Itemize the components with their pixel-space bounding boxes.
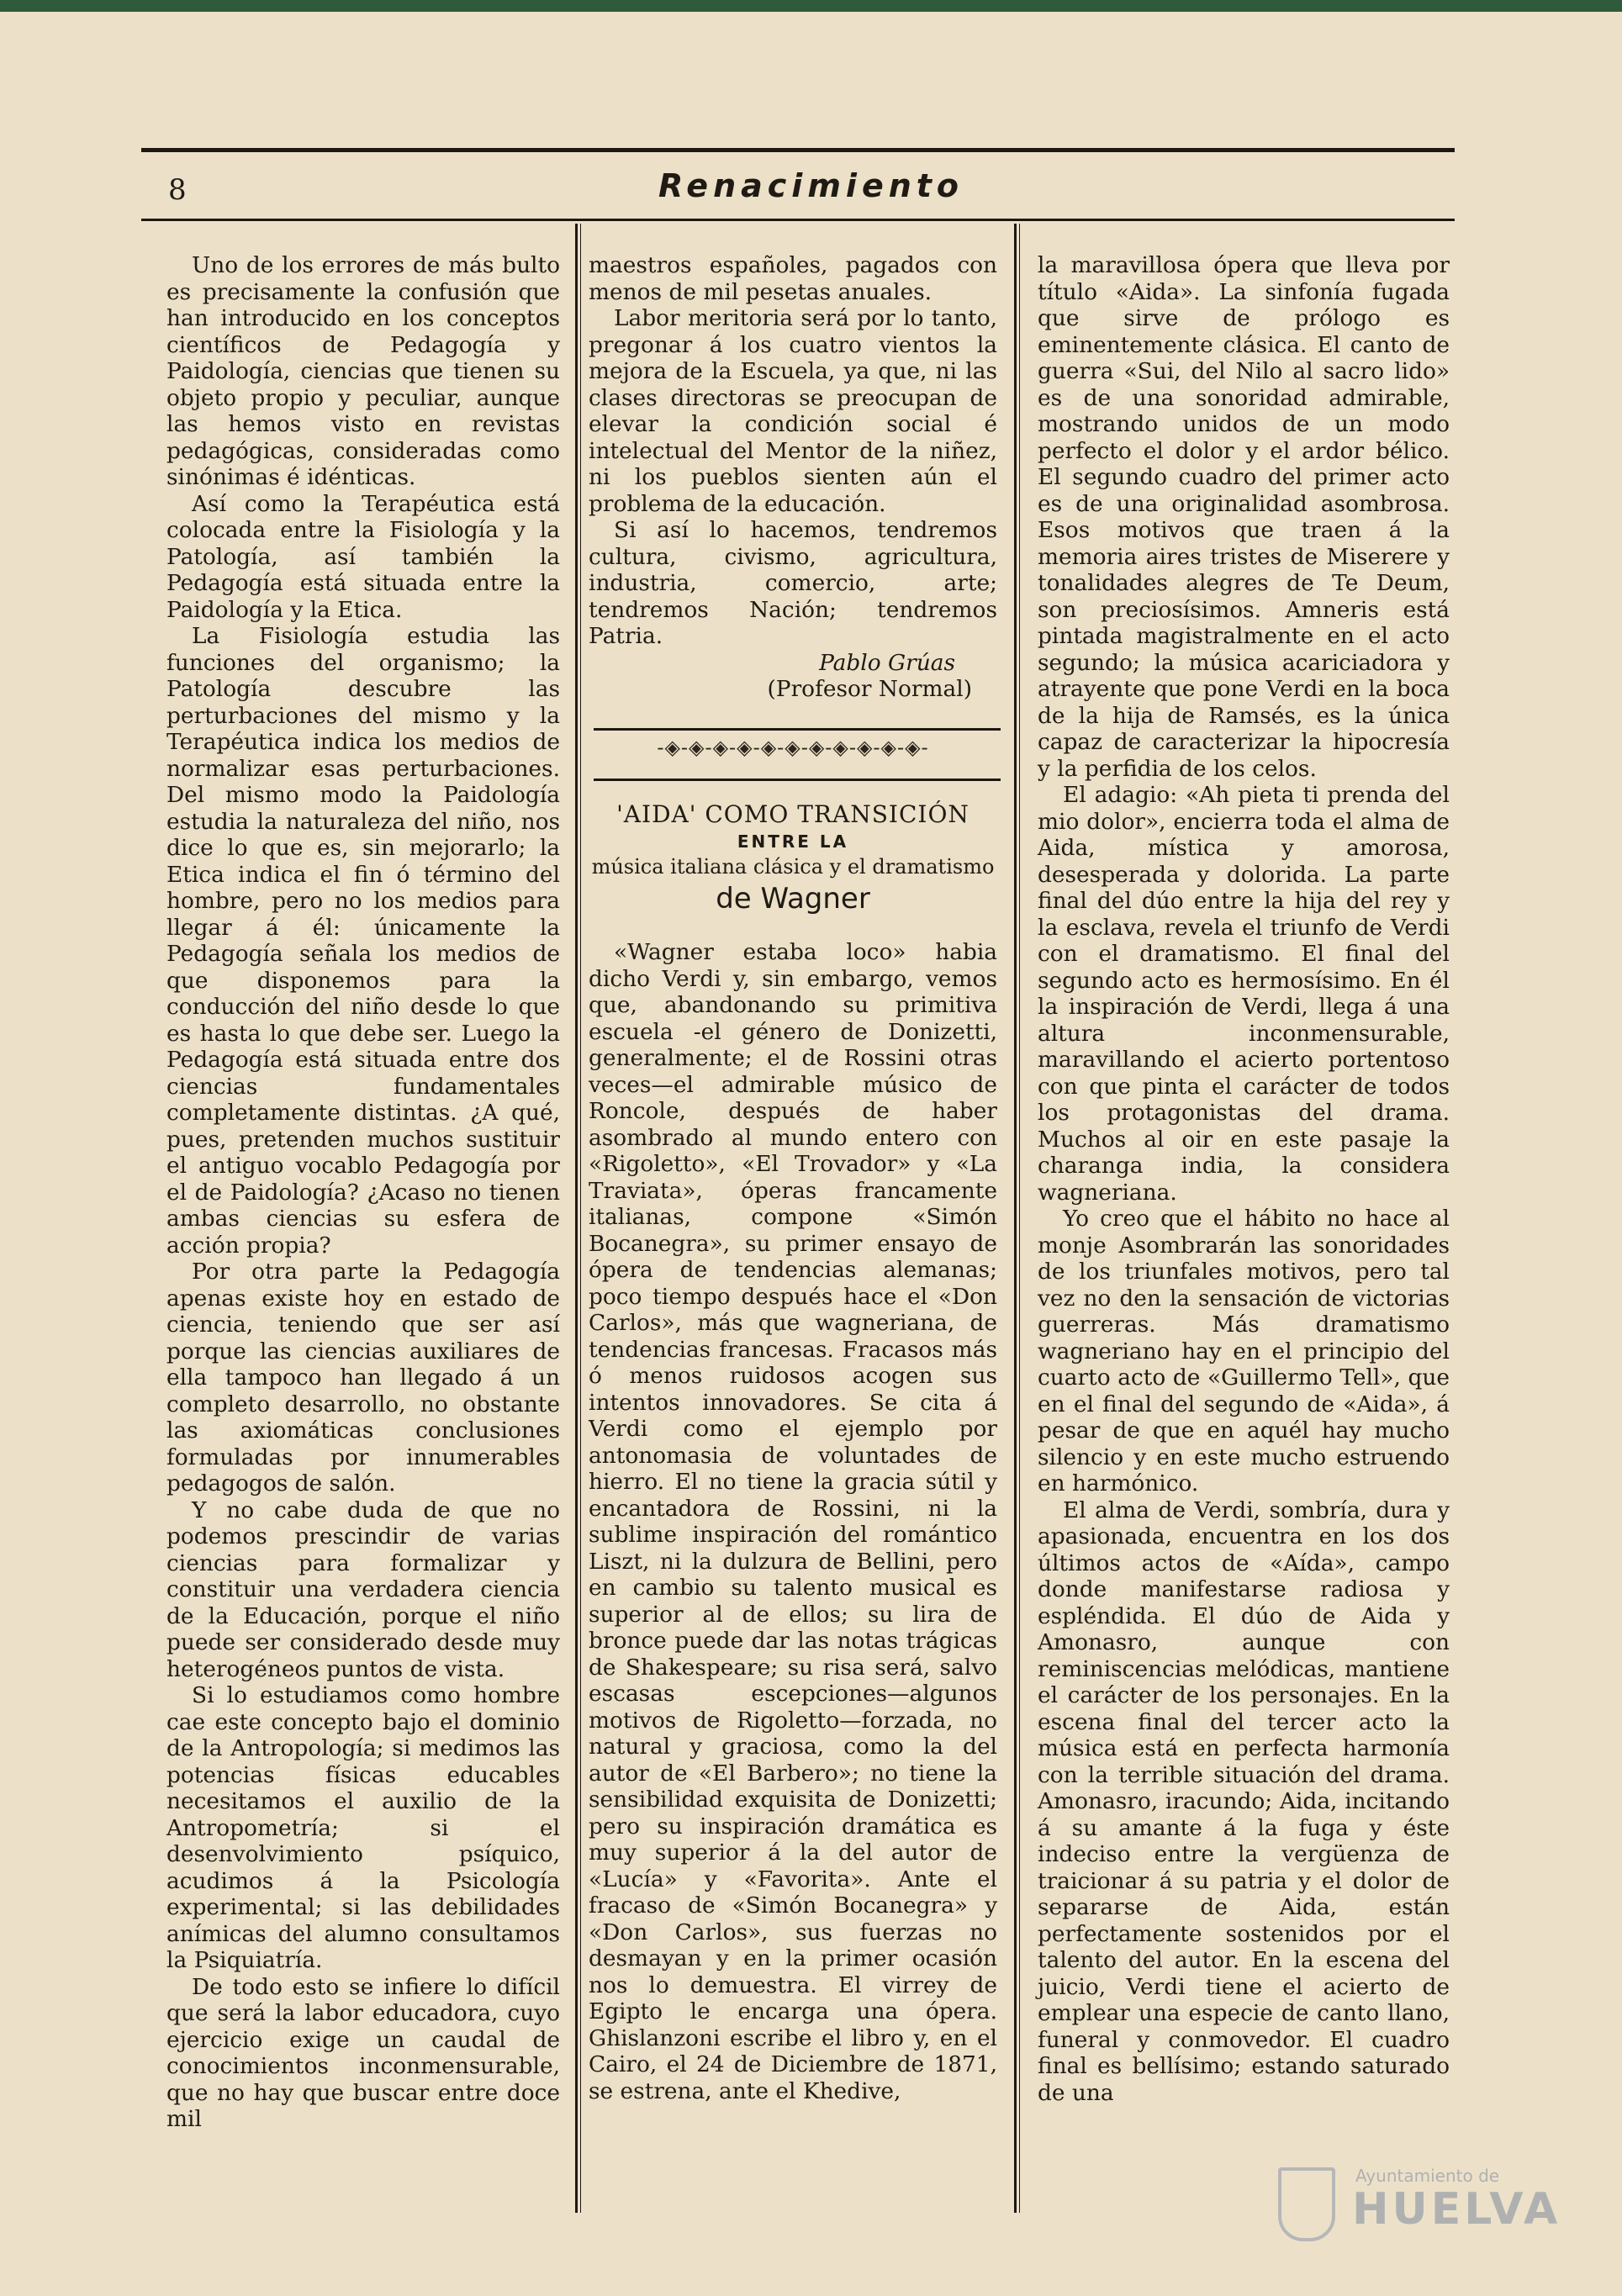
column-divider-left — [575, 224, 578, 2213]
column-divider-right — [1014, 224, 1017, 2213]
journal-title: Renacimiento — [658, 167, 964, 204]
article-title: 'AIDA' COMO TRANSICIÓN — [616, 800, 970, 828]
paragraph: De todo esto se infiere lo difícil que será la labor educadora, cuyo ejercicio exige un caudal de conocimientos inconmensurable, que no hay que buscar entre doce mil — [166, 1973, 560, 2132]
signature-name: Pablo Grúas — [819, 649, 955, 676]
column-divider-right-inner — [1019, 224, 1020, 2213]
article-entre: ENTRE LA — [737, 831, 849, 852]
watermark-top-text: Ayuntamiento de — [1355, 2166, 1500, 2186]
paragraph: «Wagner estaba loco» habia dicho Verdi y, sin embargo, vemos que, abandonando su primitiva escuela -el género de Donizetti, generalmente; el de Rossini otras veces—el admirable músico de Roncole, después de haber asombrado al mundo entero con «Rigoletto», «El Trovador» y «La Traviata», óperas francamente italianas, compone «Simón Bocanegra», su primer ensayo de ópera de tendencias alemanas; poco tiempo después hace el «Don Carlos», más que wagneriana, de tendencias francesas. Fracasos más ó menos ruidosos acogen sus intentos innovadores. Se cita á Verdi como el ejemplo por antonomasia de voluntades de hierro. El no tiene la gracia sútil y encantadora de Rossini, ni la sublime inspiración del romántico Liszt, ni la dulzura de Bellini, pero en cambio su talento musical es superior al de ellos; su lira de bronce puede dar las notas trágicas de Shakespeare; su risa será, salvo escasas escepciones—algunos motivos de Rigoletto—forzada, no natural y graciosa, como la del autor de «El Barbero»; no tiene la sensibilidad exquisita de Donizetti; pero su inspiración dramática es muy superior á la del autor de «Lucía» y «Favorita». Ante el fracaso de «Simón Bocanegra» y «Don Carlos», sus fuerzas no desmayan y en la primer ocasión nos lo demuestra. El virrey de Egipto le encarga una ópera. Ghislanzoni escribe el libro y, en el Cairo, el 24 de Diciembre de 1871, se estrena, ante el Khedive, — [589, 939, 997, 2104]
column-2 — [589, 252, 997, 2104]
header-bottom-rule — [141, 219, 1455, 221]
paragraph-continuation: maestros españoles, pagados con menos de mil pesetas anuales. — [589, 252, 997, 305]
paragraph: El alma de Verdi, sombría, dura y apasionada, encuentra en los dos últimos actos de «Aída», campo donde manifestarse radiosa y espléndida. El dúo de Aida y Amonasro, aunque con reminiscencias melódicas, mantiene el carácter de los personajes. En la escena final del tercer acto la música está en perfecta harmonía con la terrible situación del drama. Amonasro, iracundo; Aida, incitando á su amante á la fuga y éste indeciso entre la vergüenza de traicionar á su patria y el dolor de separarse de Aida, están perfectamente sostenidos por el talento del autor. En la escena del juicio, Verdi tiene el acierto de emplear una especie de canto llano, funeral y conmovedor. El cuadro final es bellísimo; estando saturado de una — [1038, 1496, 1450, 2106]
watermark-main-text: HUELVA — [1352, 2184, 1561, 2235]
paragraph: Así como la Terapéutica está colocada entre la Fisiología y la Patología, así también la Pedagogía está situada entre la Paidología y la Etica. — [166, 490, 560, 623]
page-number: 8 — [168, 173, 187, 207]
article-wagner: de Wagner — [716, 882, 870, 916]
column-1 — [166, 252, 560, 2133]
paragraph: La Fisiología estudia las funciones del organismo; la Patología descubre las perturbaciones del mismo y la Terapéutica indica los medios de normalizar esas perturbaciones. Del mismo modo la Paidología estudia la naturaleza del niño, nos dice lo que es, sin mejorarlo; la Etica indica el fin ó término del hombre, pero no los medios para llegar á él: únicamente la Pedagogía señala los medios de que disponemos para la conducción del niño desde lo que es hasta lo que debe ser. Luego la Pedagogía está situada entre dos ciencias fundamentales completamente distintas. ¿A qué, pues, pretenden muchos sustituir el antiguo vocablo Pedagogía por el de Paidología? ¿Acaso no tienen ambas ciencias su esfera de acción propia? — [166, 623, 560, 1259]
paragraph: Si así lo hacemos, tendremos cultura, civismo, agricultura, industria, comercio, arte; tendremos Nación; tendremos Patria. — [589, 517, 997, 649]
paragraph: Si lo estudiamos como hombre cae este concepto bajo el dominio de la Antropología; si medimos las potencias físicas educables necesitamos el auxilio de la Antropometría; si el desenvolvimiento psíquico, acudimos á la Psicología experimental; si las debilidades anímicas del alumno consultamos la Psiquiatría. — [166, 1682, 560, 1973]
paragraph: El adagio: «Ah pieta ti prenda del mio dolor», encierra toda el alma de Aida, mística y amorosa, desesperada y dolorida. La parte final del dúo entre la hija del rey y la esclava, revela el triunfo de Verdi con el dramatismo. El final del segundo acto es hermosísimo. En él la inspiración de Verdi, llega á una altura inconmensurable, maravillando el acierto portentoso con que pinta el carácter de todos los protagonistas del drama. Muchos al oir en este pasaje la charanga india, la considera wagneriana. — [1038, 782, 1450, 1206]
column-3 — [1038, 252, 1450, 2106]
paragraph: Uno de los errores de más bulto es precisamente la confusión que han introducido en los conceptos científicos de Pedagogía y Paidología, ciencias que tienen su objeto propio y peculiar, aunque las hemos visto en revistas pedagógicas, consideradas como sinónimas é idénticas. — [166, 252, 560, 490]
paragraph: Y no cabe duda de que no podemos prescindir de varias ciencias para formalizar y constituir una verdadera ciencia de la Educación, porque el niño puede ser considerado desde muy heterogéneos puntos de vista. — [166, 1496, 560, 1682]
paragraph-continuation: la maravillosa ópera que lleva por título «Aida». La sinfonía fugada que sirve de prólogo es eminentemente clásica. El canto de guerra «Sui, del Nilo al sacro lido» es de una sonoridad admirable, mostrando unidos de un modo perfecto el dolor y el ardor bélico. El segundo cuadro del primer acto es de una originalidad asombrosa. Esos motivos que traen á la memoria aires tristes de Miserere y tonalidades alegres de Te Deum, son preciosísimos. Amneris está pintada magistralmente en el acto segundo; la música acariciadora y atrayente que pone Verdi en la boca de la hija de Ramsés, es la única capaz de caracterizar la hipocresía y la perfidia de los celos. — [1038, 252, 1450, 782]
article-subtitle: música italiana clásica y el dramatismo — [591, 855, 995, 879]
column-divider-left-inner — [580, 224, 581, 2213]
shield-icon — [1278, 2167, 1335, 2241]
page-edge — [0, 0, 1622, 12]
ornament-divider: -◈-◈-◈-◈-◈-◈-◈-◈-◈-◈-◈- — [657, 735, 929, 759]
header-top-rule — [141, 148, 1455, 152]
paragraph: Labor meritoria será por lo tanto, pregonar á los cuatro vientos la mejora de la Escuela, ya que, ni las clases directoras se preocupan de elevar la condición social é intelectual del Mentor de la niñez, ni los pueblos sienten aún el problema de la educación. — [589, 305, 997, 517]
signature-role: (Profesor Normal) — [767, 676, 972, 702]
watermark-logo — [1278, 2161, 1561, 2262]
paragraph: Por otra parte la Pedagogía apenas existe hoy en estado de ciencia, teniendo que ser así porque las ciencias auxiliares de ella tampoco han llegado á un completo desarrollo, no obstante las axiomáticas conclusiones formuladas por innumerables pedagogos de salón. — [166, 1259, 560, 1496]
paragraph: Yo creo que el hábito no hace al monje Asombrarán las sonoridades de los triunfales motivos, pero tal vez no den la sensación de victorias guerreras. Más dramatismo wagneriano hay en el principio del cuarto acto de «Guillermo Tell», que en el final del segundo de «Aida», á pesar de que en aquél hay mucho silencio y en este mucho estruendo en harmónico. — [1038, 1206, 1450, 1496]
